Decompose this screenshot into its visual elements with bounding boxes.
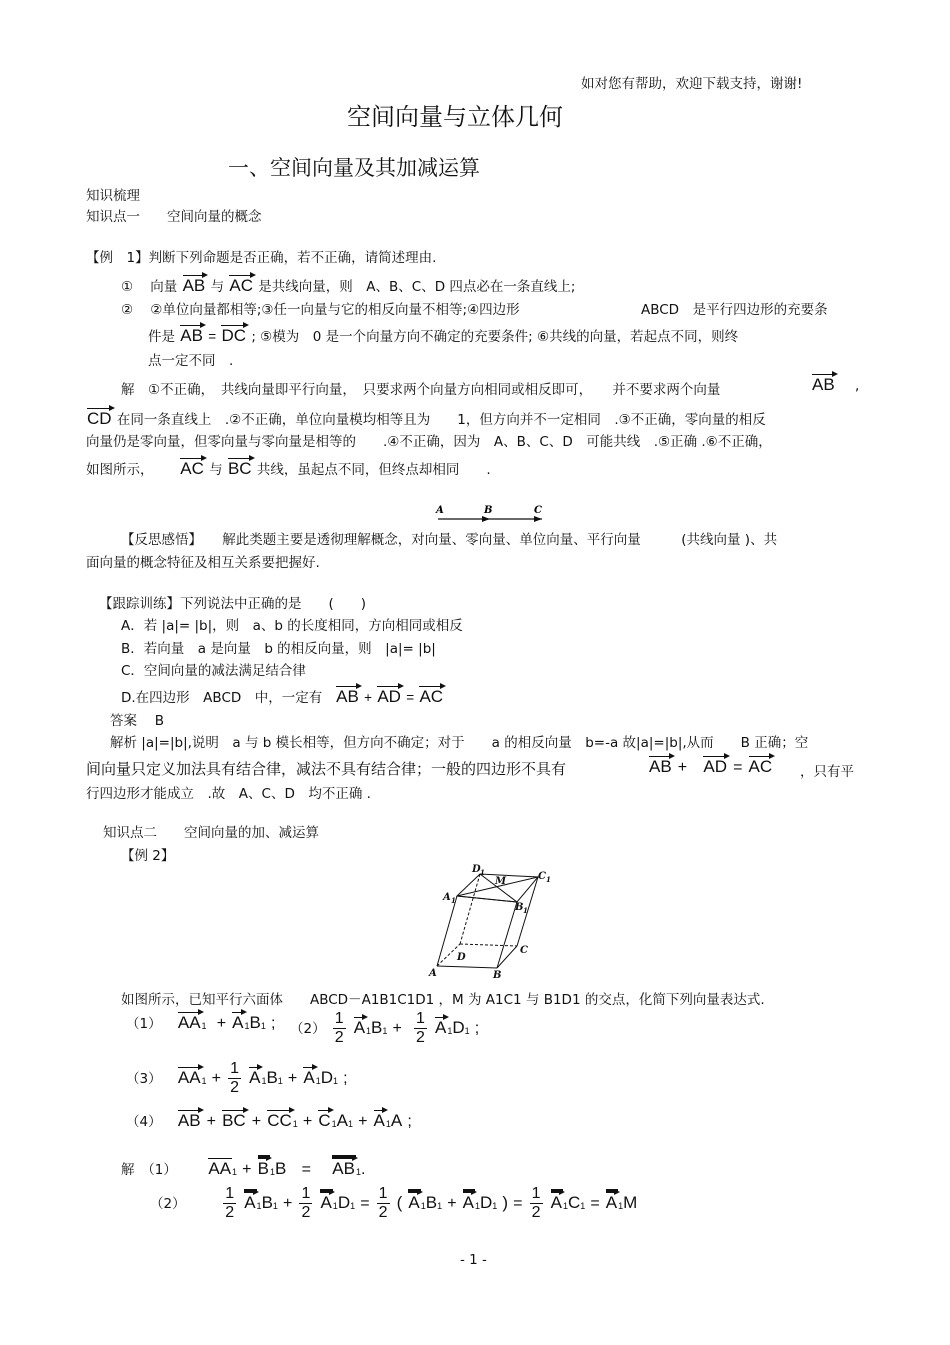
question-3: （3） AA1 + $\frac{1}{2}$ A1B1 + A1D1 ; — [126, 1060, 348, 1096]
example1-item2-b: ABCD 是平行四边形的充要条 — [641, 302, 828, 318]
analysis-d: 行四边形才能成立 .故 A、C、D 均不正确 . — [86, 786, 371, 802]
section-subtitle: 一、空间向量及其加减运算 — [228, 156, 480, 180]
example1-item2-c: 件是 AB = DC ; ⑤模为 0 是一个向量方向不确定的充要条件; ⑥共线的向量，若起点不同，则终 — [148, 326, 739, 345]
vertex-a1-label: A — [443, 892, 451, 903]
vertex-d1-label: D — [472, 864, 481, 875]
example1-solution-d: 如图所示， AC 与 BC 共线，虽起点不同，但终点却相同 . — [86, 459, 491, 478]
vertex-c1-label: C — [538, 871, 546, 882]
vector-ac: AC — [180, 459, 204, 478]
analysis-b: 间向量只定义加法具有结合律，减法不具有结合律；一般的四边形不具有 — [86, 760, 567, 778]
svg-text:1: 1 — [546, 875, 551, 884]
svg-text:1: 1 — [451, 896, 456, 905]
example1-head: 【例 1】判断下列命题是否正确，若不正确，请简述理由. — [86, 250, 437, 266]
vertex-c-label: C — [520, 945, 528, 956]
analysis-c: ，只有平 — [800, 764, 854, 780]
solution-1: 解 （1） AA1 + B1B = AB1. — [121, 1159, 366, 1178]
point-m-label: M — [495, 876, 507, 887]
point-b-label: B — [484, 505, 493, 516]
vector-dc: DC — [221, 326, 247, 345]
vertex-b-label: B — [493, 970, 502, 980]
vertex-b1-label: B — [515, 902, 524, 913]
comma: , — [855, 378, 860, 394]
option-a: A．若 |a|= |b|，则 a、b 的长度相同，方向相同或相反 — [121, 618, 463, 634]
knowledge-point-1: 知识点一 空间向量的概念 — [86, 209, 262, 225]
point-c-label: C — [534, 505, 542, 516]
vector-ab: AB — [180, 326, 203, 345]
analysis-a: 解析 |a|=|b|,说明 a 与 b 模长相等，但方向不确定；对于 a 的相反向量 b=-a 故|a|=|b|,从而 B 正确；空 — [110, 735, 809, 751]
vertex-d-label: D — [457, 952, 466, 963]
page-number: - 1 - — [460, 1252, 487, 1268]
question-1: （1） AA1 + A1B1 ; — [126, 1013, 276, 1032]
option-b: B．若向量 a 是向量 b 的相反向量，则 |a|= |b| — [121, 641, 436, 657]
vector-ac: AC — [229, 276, 253, 295]
question-2: （2） $\frac{1}{2}$ A1B1 + $\frac{1}{2}$ A1D1 ; — [290, 1010, 480, 1046]
svg-text:1: 1 — [523, 906, 528, 915]
vector-bc: BC — [227, 459, 252, 478]
example1-item2-e: 点一定不同 . — [148, 353, 234, 369]
question-4: （4） AB + BC + CC1 + C1A1 + A1A ; — [126, 1111, 412, 1130]
example2-desc: 如图所示，已知平行六面体 ABCD－A1B1C1D1 ，M 为 A1C1 与 B1D1 的交点，化简下列向量表达式. — [121, 992, 765, 1008]
answer: 答案 B — [110, 713, 165, 729]
reflection-a: 【反思感悟】 解此类题主要是透彻理解概念，对向量、零向量、单位向量、平行向量 (共线向量 )、共 — [121, 532, 778, 548]
vector-ac: AC — [419, 687, 444, 706]
solution-2: （2） $\frac{1}{2}$ A1B1 + $\frac{1}{2}$ A1D1 = $\frac{1}{2}$ ( A1B1 + A1D1 ) = $\frac{1}{2}$ A1C1 = A1M — [150, 1185, 638, 1221]
example1-solution-a: 解 ①不正确， 共线向量即平行向量， 只要求两个向量方向相同或相反即可， 并不要求两个向量 — [121, 382, 721, 398]
svg-text:1: 1 — [480, 868, 485, 877]
option-d: D.在四边形 ABCD 中，一定有 AB + AD = AC — [121, 687, 444, 706]
vector-ab: AB — [182, 276, 206, 295]
example1-item1: ① 向量 AB 与 AC 是共线向量，则 A、B、C、D 四点必在一条直线上; — [121, 276, 576, 295]
vector-ab: AB — [336, 687, 359, 706]
collinear-figure — [430, 502, 550, 524]
header-note: 如对您有帮助，欢迎下载支持，谢谢! — [581, 76, 803, 92]
example1-solution-b: CD 在同一条直线上 .②不正确，单位向量模均相等且为 1，但方向并不一定相同 .③不正确，零向量的相反 — [87, 409, 766, 428]
option-c: C．空间向量的减法满足结合律 — [121, 663, 306, 679]
point-a-label: A — [436, 505, 444, 516]
example1-solution-c: 向量仍是零向量，但零向量与零向量是相等的 .④不正确，因为 A、B、C、D 可能共线 .⑤正确 .⑥不正确， — [86, 434, 772, 450]
knowledge-point-2: 知识点二 空间向量的加、减运算 — [103, 825, 319, 841]
page-title: 空间向量与立体几何 — [347, 103, 563, 131]
vector-ad: AD — [377, 687, 401, 706]
reflection-b: 面向量的概念特征及相互关系要把握好. — [86, 555, 320, 571]
vertex-a-label: A — [429, 968, 437, 979]
vector-ab: AB — [812, 375, 835, 394]
vector-cd: CD — [87, 409, 112, 428]
knowledge-label: 知识梳理 — [86, 188, 140, 204]
example1-item2: ② ②单位向量都相等;③任一向量与它的相反向量不相等;④四边形 — [121, 302, 520, 318]
practice-head: 【跟踪训练】下列说法中正确的是 ( ) — [99, 596, 367, 612]
parallelepiped-figure — [425, 862, 560, 980]
analysis-vector-expr: AB + AD = AC — [649, 757, 773, 776]
example2-head: 【例 2】 — [121, 848, 175, 864]
